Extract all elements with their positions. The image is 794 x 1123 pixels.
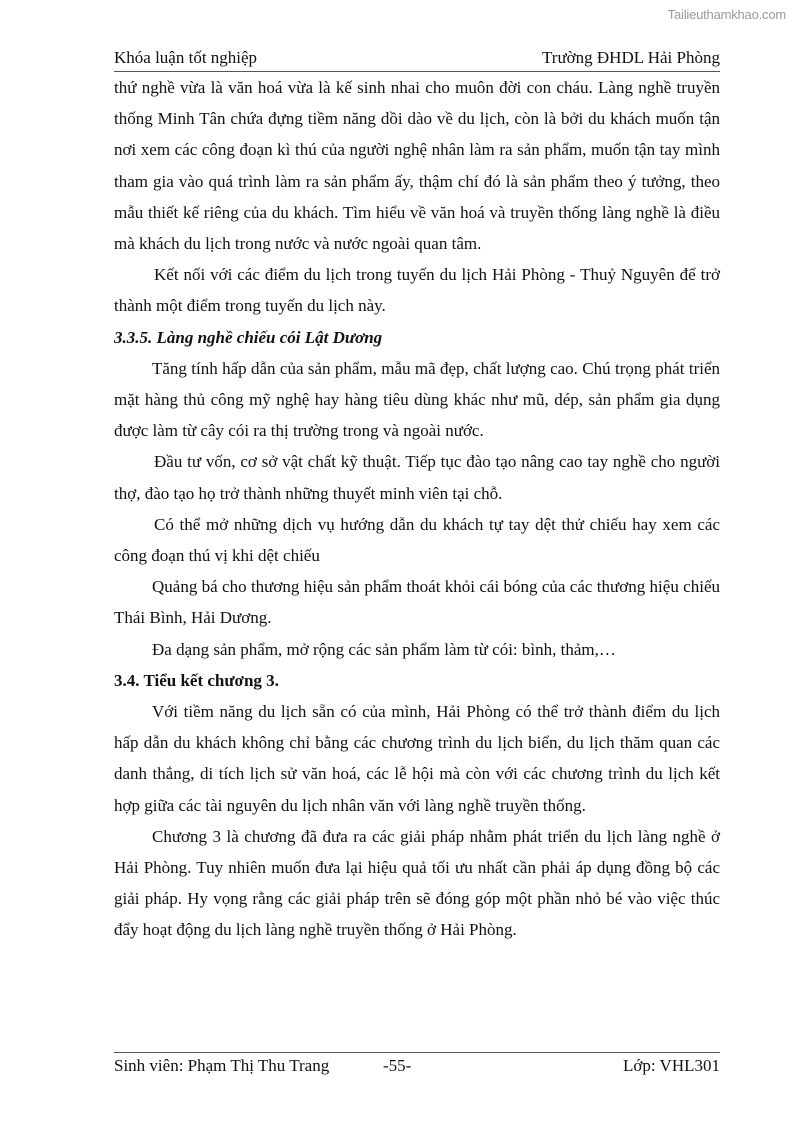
section-heading-3-3-5: 3.3.5. Làng nghề chiếu cói Lật Dương (114, 327, 383, 347)
header-thesis-label: Khóa luận tốt nghiệp (114, 48, 258, 67)
paragraph: Chương 3 là chương đã đưa ra các giải pháp nhằm phát triển du lịch làng nghề ở Hải Phòng. Tuy nhiên muốn đưa lại hiệu quả tối ưu nhất cần phải áp dụng đồng bộ các giải pháp. Hy vọng rằng các giải pháp trên sẽ đóng góp một phần nhỏ bé vào việc thúc đẩy hoạt động du lịch làng nghề truyền thống ở Hải Phòng. (114, 826, 720, 940)
paragraph: Đa dạng sản phẩm, mở rộng các sản phẩm làm từ cói: bình, thảm,… (152, 639, 616, 659)
paragraph: Có thể mở những dịch vụ hướng dẫn du khách tự tay dệt thử chiếu hay xem các công đoạn thú vị khi dệt chiếu (114, 514, 720, 566)
paragraph: Tăng tính hấp dẫn của sản phẩm, mẫu mã đẹp, chất lượng cao. Chú trọng phát triển mặt hàng thủ công mỹ nghệ hay hàng tiêu dùng khác như mũ, dép, sản phẩm gia dụng được làm từ cây cói ra thị trường trong và ngoài nước. (114, 358, 720, 441)
paragraph: Quảng bá cho thương hiệu sản phẩm thoát khỏi cái bóng của các thương hiệu chiếu Thái Bình, Hải Dương. (114, 577, 720, 628)
paragraph: thứ nghề vừa là văn hoá vừa là kế sinh nhai cho muôn đời con cháu. Làng nghề truyền thống Minh Tân chứa đựng tiềm năng dồi dào về du lịch, còn là bởi du khách muốn tận nơi xem các công đoạn kì thú của người nghệ nhân làm ra sản phẩm, muốn tận tay mình tham gia vào quá trình làm ra sản phẩm ấy, thậm chí đó là sản phẩm theo ý tưởng, theo mẫu thiết kế riêng của du khách. Tìm hiểu về văn hoá và truyền thống làng nghề là điều mà khách du lịch trong nước và nước ngoài quan tâm. (114, 78, 720, 254)
footer-student-name: Sinh viên: Phạm Thị Thu Trang (114, 1056, 330, 1075)
page-header (114, 47, 720, 72)
page-footer (114, 1052, 720, 1079)
page-number: -55- (383, 1056, 412, 1075)
paragraph: Đầu tư vốn, cơ sở vật chất kỹ thuật. Tiếp tục đào tạo nâng cao tay nghề cho người thợ, đào tạo họ trở thành những thuyết minh viên tại chỗ. (114, 452, 720, 503)
paragraph: Kết nối với các điểm du lịch trong tuyến du lịch Hải Phòng - Thuỷ Nguyên để trở thành một điểm trong tuyến du lịch này. (114, 265, 720, 316)
header-university: Trường ĐHDL Hải Phòng (542, 48, 720, 67)
paragraph: Với tiềm năng du lịch sẵn có của mình, Hải Phòng có thể trở thành điểm du lịch hấp dẫn du khách không chỉ bằng các chương trình du lịch biển, du lịch thăm quan các danh thắng, di tích lịch sử văn hoá, các lễ hội mà còn với các chương trình du lịch kết hợp giữa các tài nguyên du lịch nhân văn với làng nghề truyền thống. (114, 702, 720, 815)
section-heading-3-4: 3.4. Tiểu kết chương 3. (114, 670, 279, 690)
watermark: Tailieuthamkhao.com (667, 7, 786, 22)
footer-class: Lớp: VHL301 (623, 1056, 720, 1075)
document-body (114, 72, 720, 946)
